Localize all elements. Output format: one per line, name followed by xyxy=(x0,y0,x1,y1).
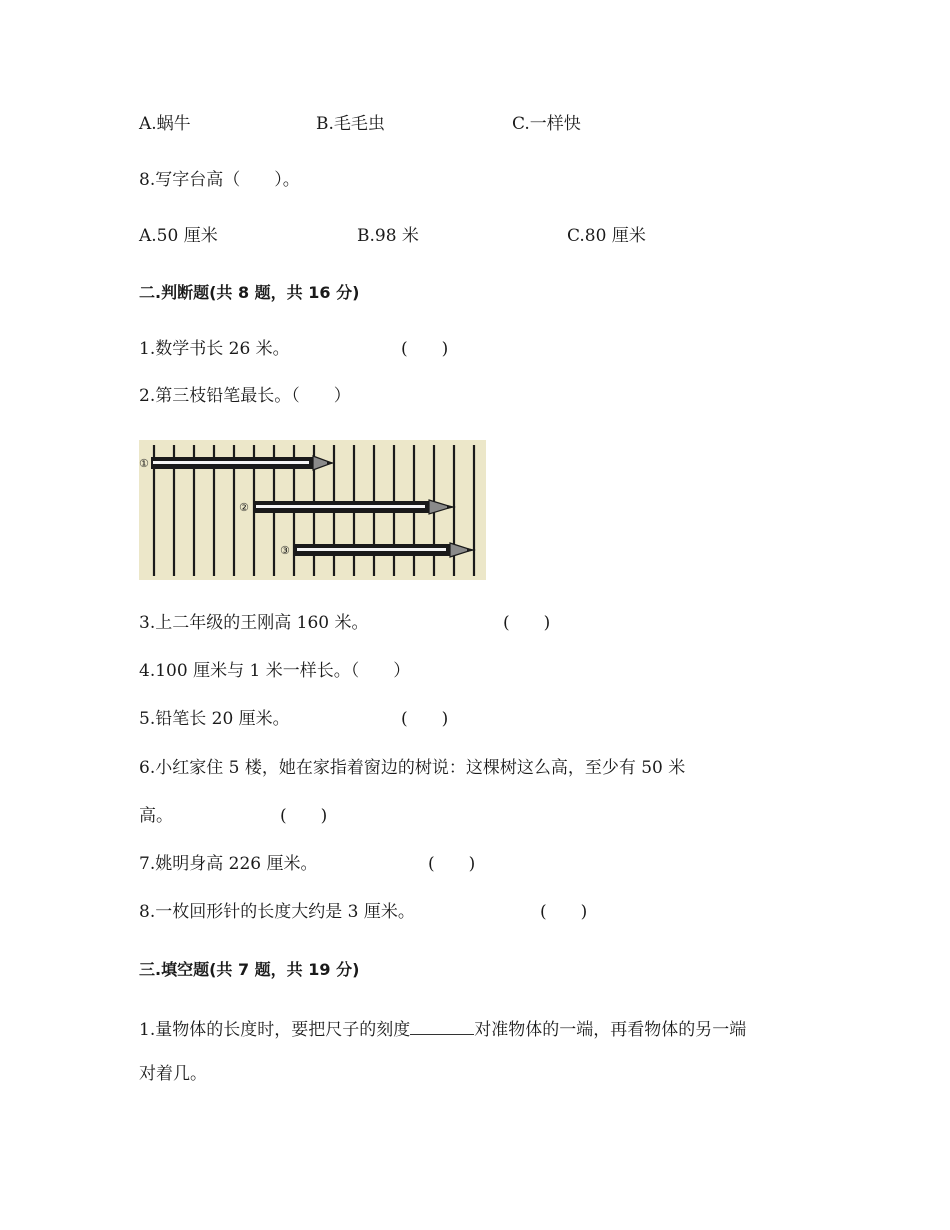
fill-q1-text-before: 1.量物体的长度时，要把尺子的刻度 xyxy=(139,1020,411,1040)
option-b-caterpillar: B.毛毛虫 xyxy=(316,114,385,134)
judge-item-1-paren: ( ) xyxy=(401,339,449,359)
judge-item-8: 8.一枚回形针的长度大约是 3 厘米。 xyxy=(139,902,415,922)
judge-item-5: 5.铅笔长 20 厘米。 xyxy=(139,709,290,729)
judge-item-5-paren: ( ) xyxy=(401,709,449,729)
section-3-heading: 三.填空题(共 7 题，共 19 分) xyxy=(139,960,360,979)
pencil-1-label: ① xyxy=(139,457,149,470)
pencil-1 xyxy=(151,456,335,470)
q8-option-c: C.80 厘米 xyxy=(567,226,646,246)
judge-item-6: 6.小红家住 5 楼，她在家指着窗边的树说：这棵树这么高，至少有 50 米 xyxy=(139,758,686,778)
fill-q1-text-after: 对准物体的一端，再看物体的另一端 xyxy=(474,1020,747,1040)
question-8-stem: 8.写字台高（ ）。 xyxy=(139,170,300,190)
pencil-comparison-figure xyxy=(139,440,486,580)
section-2-heading: 二.判断题(共 8 题，共 16 分) xyxy=(139,283,360,302)
option-c-same-speed: C.一样快 xyxy=(512,114,581,134)
judge-item-3: 3.上二年级的王刚高 160 米。 xyxy=(139,613,369,633)
judge-item-6-continued: 高。 xyxy=(139,806,173,826)
judge-item-7: 7.姚明身高 226 厘米。 xyxy=(139,854,318,874)
fill-question-1 xyxy=(139,1018,746,1039)
judge-item-2: 2.第三枝铅笔最长。（ ） xyxy=(139,386,351,406)
pencil-3-label: ③ xyxy=(280,544,290,557)
pencil-3 xyxy=(295,543,476,557)
q8-option-a: A.50 厘米 xyxy=(139,226,218,246)
option-a-snail: A.蜗牛 xyxy=(139,114,191,134)
judge-item-7-paren: ( ) xyxy=(428,854,476,874)
judge-item-4: 4.100 厘米与 1 米一样长。（ ） xyxy=(139,661,411,681)
pencil-2-label: ② xyxy=(239,501,249,514)
answer-blank[interactable] xyxy=(410,1018,474,1035)
judge-item-1: 1.数学书长 26 米。 xyxy=(139,339,290,359)
judge-item-6-paren: ( ) xyxy=(280,806,328,826)
judge-item-3-paren: ( ) xyxy=(503,613,551,633)
pencil-2 xyxy=(254,500,456,514)
q8-option-b: B.98 米 xyxy=(357,226,419,246)
judge-item-8-paren: ( ) xyxy=(540,902,588,922)
fill-question-1-continued: 对着几。 xyxy=(139,1064,207,1084)
